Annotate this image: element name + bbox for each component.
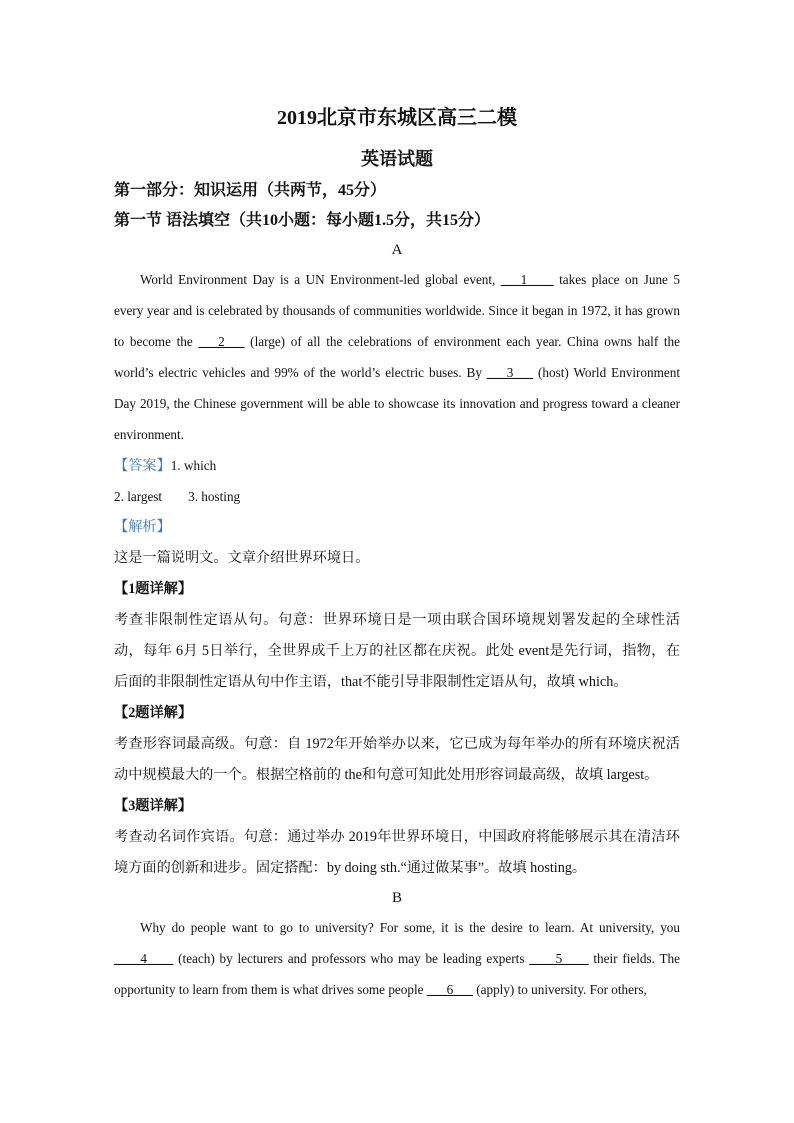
passage-b-label: B (391, 890, 402, 906)
passage-a-label: A (391, 242, 403, 258)
blank-3: ___3___ (486, 365, 534, 380)
blank-4: ____4____ (114, 951, 174, 966)
q1-heading: 【1题详解】 (114, 581, 193, 597)
passage-b-text-3: their fields. The opportunity to learn from them is what drives some people (114, 951, 680, 997)
answer-3: 3. hosting (188, 489, 241, 504)
answer-tag: 【答案】 (114, 458, 171, 474)
passage-a (114, 264, 680, 450)
q3-explanation: 考查动名词作宾语。句意：通过举办 2019年世界环境日，中国政府将能够展示其在清洁环境方面的创新和进步。固定搭配：by doing sth.“通过做某事”。故填 hosting。 (114, 829, 680, 876)
answer-line-1 (114, 450, 680, 481)
page-subtitle: 英语试题 (361, 149, 433, 169)
q3-heading: 【3题详解】 (114, 798, 193, 814)
passage-b-text-2: (teach) by lecturers and professors who may be leading experts (173, 951, 530, 966)
analysis-intro: 这是一篇说明文。文章介绍世界环境日。 (114, 550, 370, 566)
passage-b-text-1: Why do people want to go to university? For some, it is the desire to learn. At university, you (140, 920, 680, 935)
passage-a-text-4: (host) World Environment Day 2019, the Chinese government will be able to showcase its innovation and progress toward a cleaner environment. (114, 365, 680, 442)
blank-1: ___1____ (500, 272, 554, 287)
blank-5: ____5____ (529, 951, 589, 966)
passage-b-text-4: (apply) to university. For others, (472, 982, 647, 997)
answer-1: 1. which (170, 458, 217, 473)
part-heading: 第一部分：知识运用（共两节，45分） (114, 182, 387, 199)
document-content (114, 100, 680, 1005)
analysis-tag: 【解析】 (114, 519, 171, 535)
passage-b (114, 912, 680, 1005)
passage-a-text-1: World Environment Day is a UN Environment-led global event, (140, 272, 501, 287)
passage-a-text-2: takes place on June 5 every year and is celebrated by thousands of communities worldwide. Since it began in 1972, it has grown to become the (114, 272, 680, 349)
blank-2: ___2___ (198, 334, 245, 349)
page-title: 2019北京市东城区高三二模 (277, 107, 517, 129)
section-heading: 第一节 语法填空（共10小题：每小题1.5分，共15分） (114, 212, 491, 229)
passage-a-text-3: (large) of all the celebrations of environment each year. China owns half the world’s electric vehicles and 99% of the world’s electric buses. By (114, 334, 680, 380)
blank-6: ___6___ (426, 982, 473, 997)
answer-2: 2. largest (114, 489, 163, 504)
answer-line-2 (114, 481, 680, 512)
q1-explanation: 考查非限制性定语从句。句意：世界环境日是一项由联合国环境规划署发起的全球性活动，每年 6月 5日举行，全世界成千上万的社区都在庆祝。此处 event是先行词，指物，在后面的非限制性定语从句中作主语，that不能引导非限制性定语从句，故填 which。 (114, 612, 680, 690)
q2-heading: 【2题详解】 (114, 705, 193, 721)
q2-explanation: 考查形容词最高级。句意：自 1972年开始举办以来，它已成为每年举办的所有环境庆祝活动中规模最大的一个。根据空格前的 the和句意可知此处用形容词最高级，故填 largest。 (114, 736, 680, 783)
